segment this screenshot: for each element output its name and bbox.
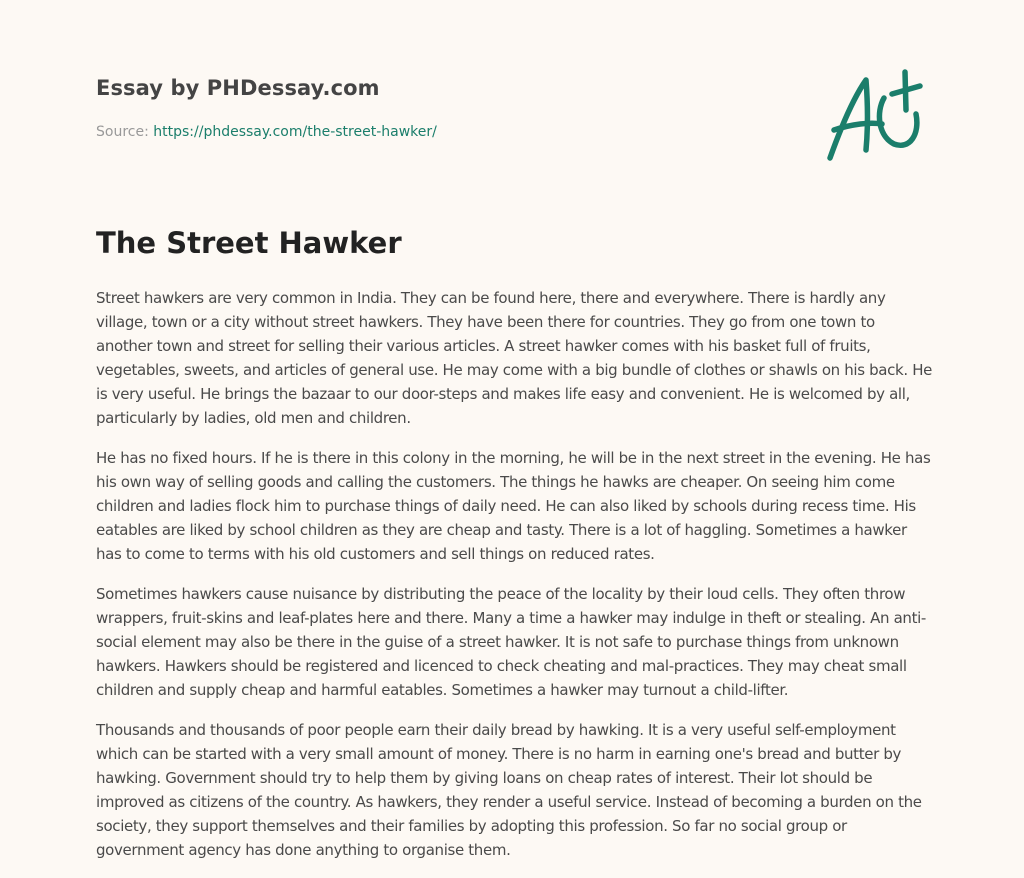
brand-title: Essay by PHDessay.com [96,76,380,100]
essay-body [96,286,934,878]
source-link[interactable]: https://phdessay.com/the-street-hawker/ [153,124,437,140]
essay-paragraph: Sometimes hawkers cause nuisance by distributing the peace of the locality by their loud cells. They often throw wrappers, fruit-skins and leaf-plates here and there. Many a time a hawker may indulge in theft or stealing. An anti-social element may also be there in the guise of a street hawker. It is not safe to purchase things from unknown hawkers. Hawkers should be registered and licenced to check cheating and mal-practices. They may cheat small children and supply cheap and harmful eatables. Sometimes a hawker may turnout a child-lifter. [96,585,926,699]
page-header [96,0,936,180]
a-plus-logo-icon [822,68,928,164]
essay-paragraph: Thousands and thousands of poor people earn their daily bread by hawking. It is a very useful self-employment which can be started with a very small amount of money. There is no harm in earning one's bread and butter by hawking. Government should try to help them by giving loans on cheap rates of interest. Their lot should be improved as citizens of the country. As hawkers, they render a useful service. Instead of becoming a burden on the society, they support themselves and their families by adopting this profession. So far no social group or government agency has done anything to organise them. [96,721,922,859]
source-label: Source: [96,124,154,140]
essay-title: The Street Hawker [96,226,402,260]
essay-paragraph: He has no fixed hours. If he is there in this colony in the morning, he will be in the next street in the evening. He has his own way of selling goods and calling the customers. The things he hawks are cheaper. On seeing him come children and ladies flock him to purchase things of daily need. He can also liked by schools during recess time. His eatables are liked by school children as they are cheap and tasty. There is a lot of haggling. Sometimes a hawker has to come to terms with his old customers and sell things on reduced rates. [96,449,931,563]
essay-paragraph: Street hawkers are very common in India. They can be found here, there and everywhere. There is hardly any village, town or a city without street hawkers. They have been there for countries. They go from one town to another town and street for selling their various articles. A street hawker comes with his basket full of fruits, vegetables, sweets, and articles of general use. He may come with a big bundle of clothes or shawls on his back. He is very useful. He brings the bazaar to our door-steps and makes life easy and convenient. He is welcomed by all, particularly by ladies, old men and children. [96,289,933,427]
source-line [96,124,437,140]
